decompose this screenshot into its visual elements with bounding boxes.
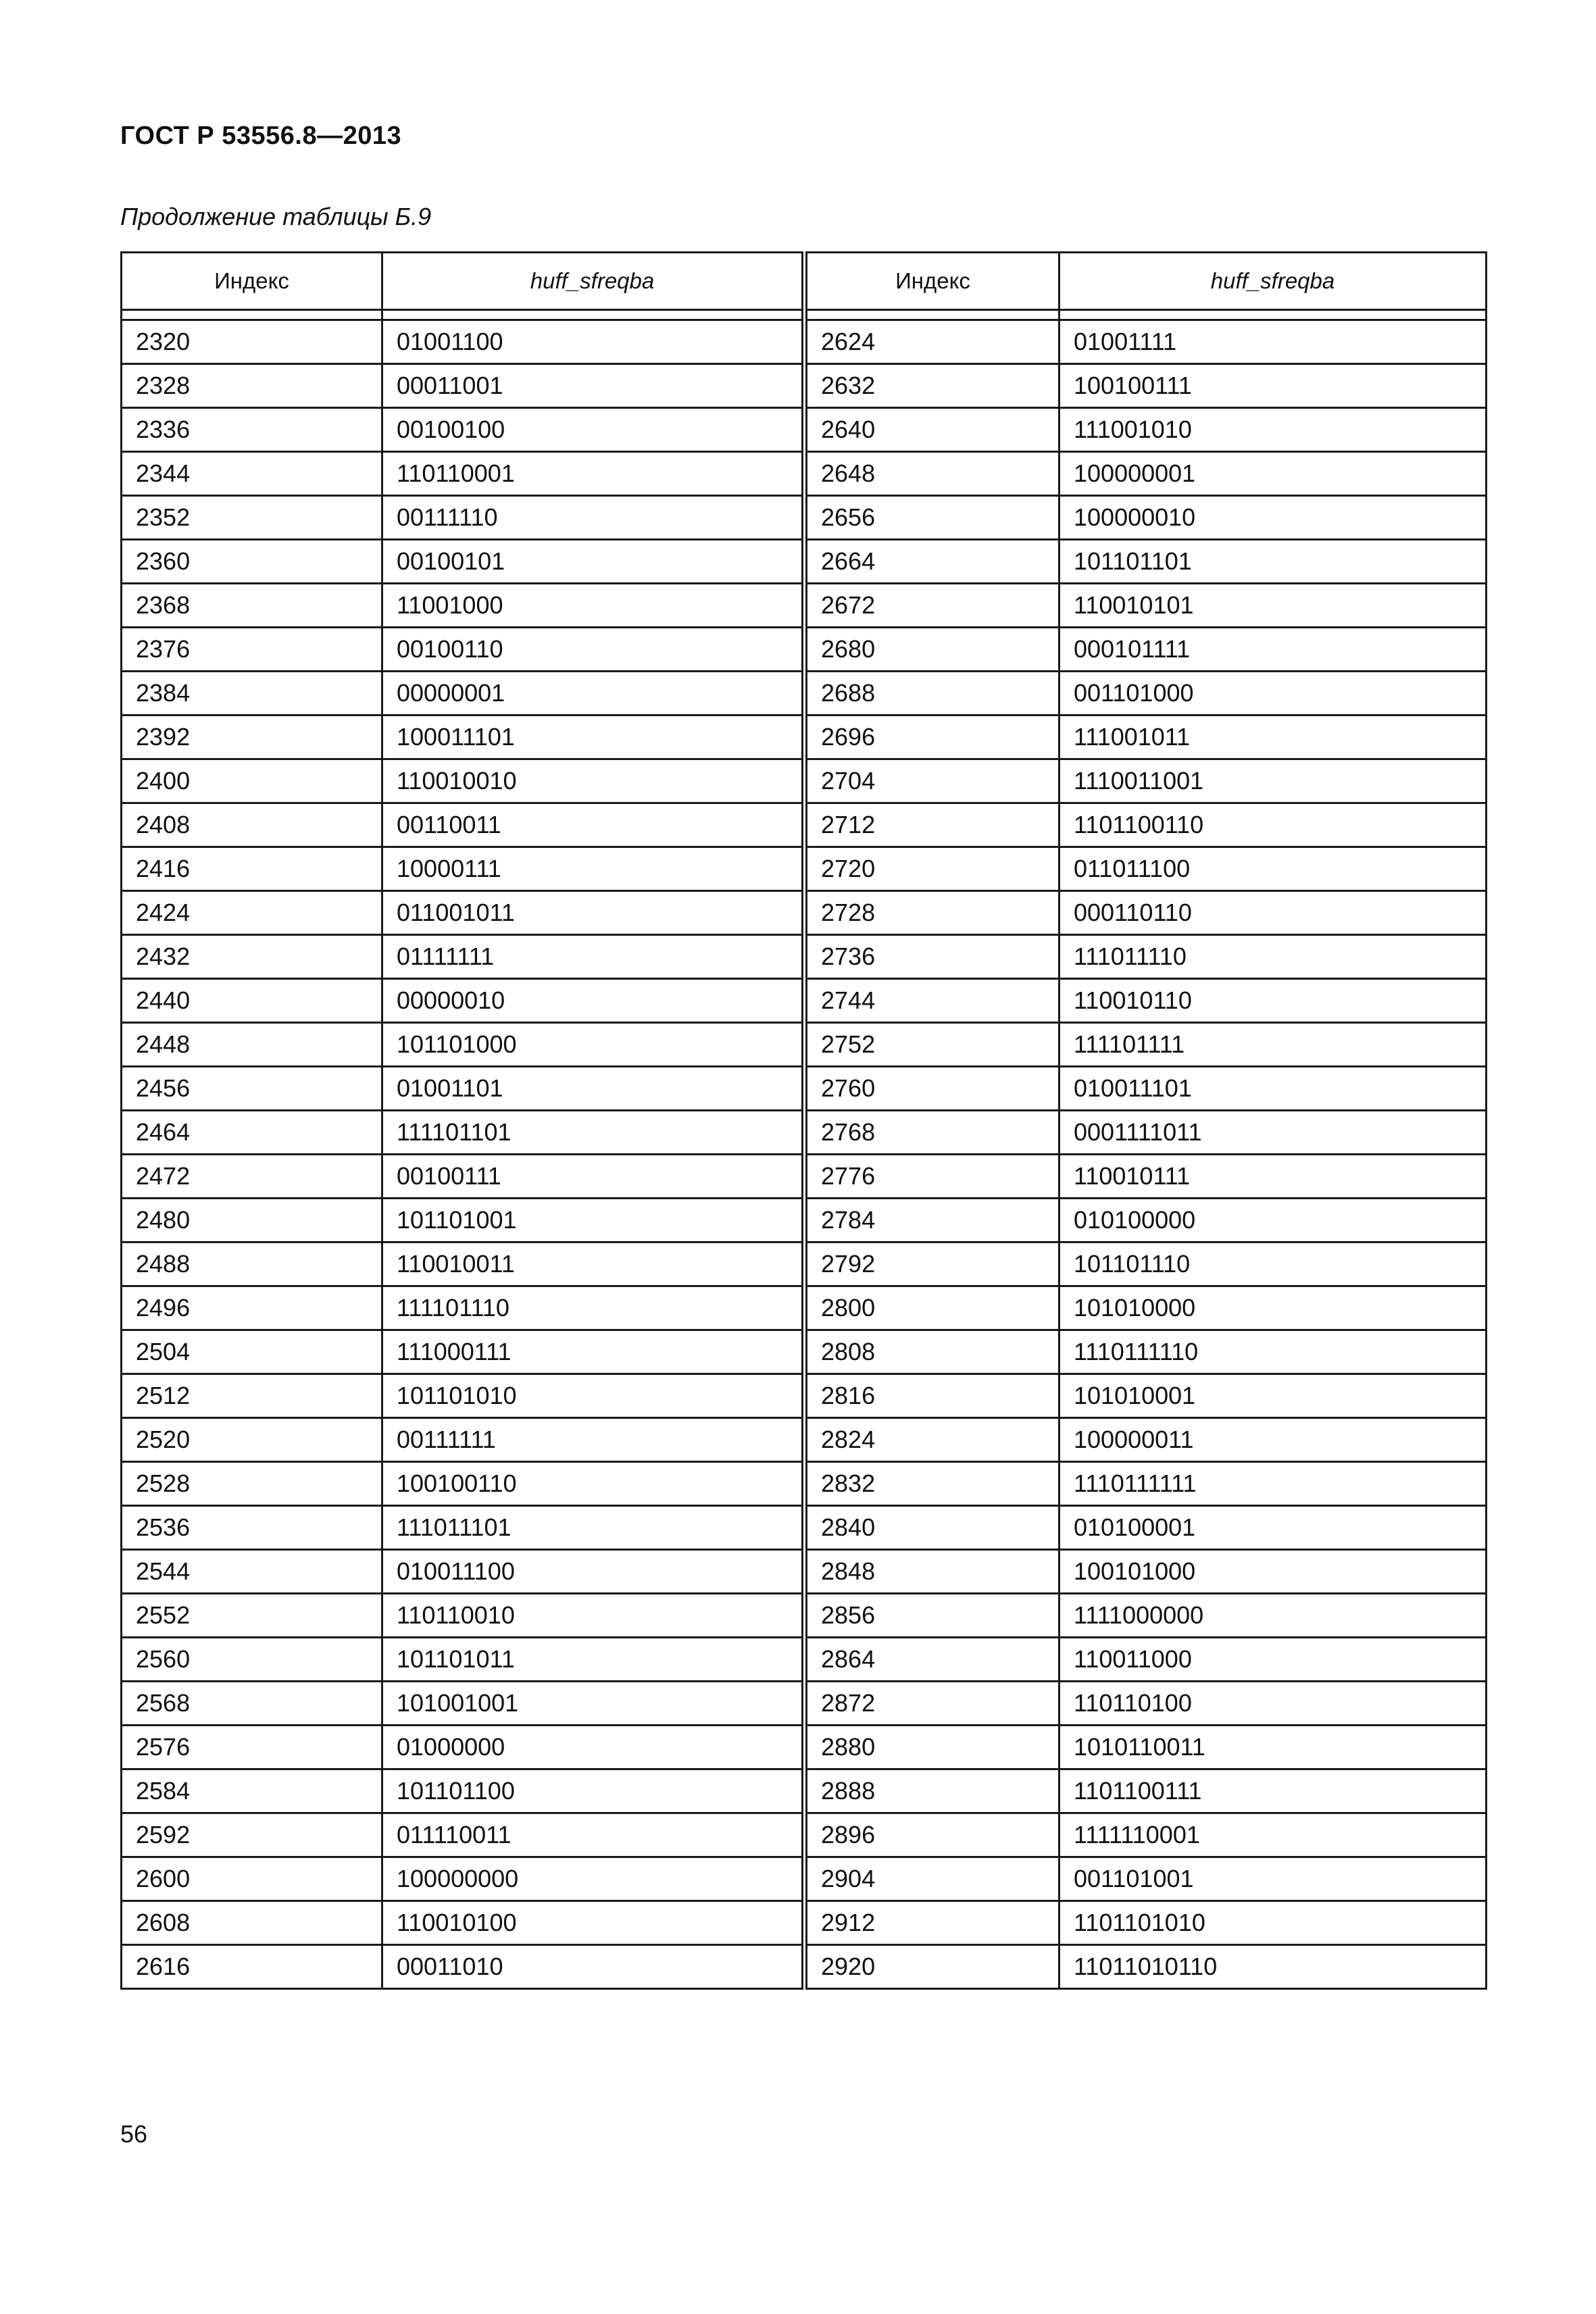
code-right-cell: 011011100	[1059, 847, 1487, 891]
code-right-cell: 010100001	[1059, 1506, 1487, 1550]
code-left-cell: 101101000	[382, 1023, 805, 1067]
index-left-cell: 2432	[122, 935, 382, 979]
index-left-cell: 2328	[122, 364, 382, 408]
index-left-cell: 2592	[122, 1813, 382, 1857]
index-left-cell: 2440	[122, 979, 382, 1023]
index-right-cell: 2800	[805, 1286, 1059, 1330]
table-row	[122, 1111, 1487, 1155]
index-right-cell: 2808	[805, 1330, 1059, 1374]
code-left-cell: 00000010	[382, 979, 805, 1023]
index-left-cell: 2584	[122, 1769, 382, 1813]
code-left-cell: 00011010	[382, 1945, 805, 1989]
index-right-cell: 2856	[805, 1594, 1059, 1638]
table-row	[122, 1813, 1487, 1857]
code-table	[120, 251, 1487, 1990]
index-left-cell: 2320	[122, 320, 382, 364]
index-right-cell: 2664	[805, 540, 1059, 584]
index-right-cell: 2792	[805, 1242, 1059, 1286]
code-right-cell: 010011101	[1059, 1067, 1487, 1111]
code-right-cell: 000110110	[1059, 891, 1487, 935]
index-right-cell: 2840	[805, 1506, 1059, 1550]
index-right-cell: 2752	[805, 1023, 1059, 1067]
index-right-cell: 2920	[805, 1945, 1059, 1989]
code-right-cell: 101010001	[1059, 1374, 1487, 1418]
index-right-cell: 2912	[805, 1901, 1059, 1945]
code-right-cell: 1110111110	[1059, 1330, 1487, 1374]
code-left-cell: 10000111	[382, 847, 805, 891]
table-row	[122, 672, 1487, 715]
code-left-cell: 101101100	[382, 1769, 805, 1813]
table-row	[122, 1067, 1487, 1111]
code-left-cell: 01001100	[382, 320, 805, 364]
index-left-cell: 2480	[122, 1199, 382, 1242]
code-right-cell: 110010110	[1059, 979, 1487, 1023]
table-row	[122, 1462, 1487, 1506]
table-row	[122, 320, 1487, 364]
index-right-cell: 2744	[805, 979, 1059, 1023]
code-left-cell: 111011101	[382, 1506, 805, 1550]
code-left-cell: 00011001	[382, 364, 805, 408]
code-right-cell: 110010111	[1059, 1155, 1487, 1199]
code-left-cell: 110010011	[382, 1242, 805, 1286]
index-left-cell: 2504	[122, 1330, 382, 1374]
index-left-cell: 2472	[122, 1155, 382, 1199]
index-left-cell: 2376	[122, 628, 382, 672]
code-left-cell: 101101001	[382, 1199, 805, 1242]
code-left-cell: 00110011	[382, 803, 805, 847]
index-left-cell: 2512	[122, 1374, 382, 1418]
index-left-cell: 2568	[122, 1682, 382, 1726]
index-right-cell: 2696	[805, 715, 1059, 759]
index-right-cell: 2888	[805, 1769, 1059, 1813]
table-row	[122, 1199, 1487, 1242]
index-right-cell: 2872	[805, 1682, 1059, 1726]
index-left-cell: 2600	[122, 1857, 382, 1901]
code-left-cell: 011110011	[382, 1813, 805, 1857]
code-right-cell: 001101001	[1059, 1857, 1487, 1901]
index-left-cell: 2392	[122, 715, 382, 759]
table-row	[122, 1857, 1487, 1901]
table-row	[122, 1638, 1487, 1682]
column-header-index-right: Индекс	[805, 253, 1059, 310]
table-row	[122, 364, 1487, 408]
code-right-cell: 100101000	[1059, 1550, 1487, 1594]
index-left-cell: 2456	[122, 1067, 382, 1111]
code-right-cell: 1110011001	[1059, 759, 1487, 803]
table-row	[122, 496, 1487, 540]
code-left-cell: 00000001	[382, 672, 805, 715]
code-left-cell: 00100100	[382, 408, 805, 452]
index-right-cell: 2760	[805, 1067, 1059, 1111]
column-header-index-left: Индекс	[122, 253, 382, 310]
document-header: ГОСТ Р 53556.8—2013	[120, 122, 402, 150]
table-row	[122, 979, 1487, 1023]
page-number: 56	[120, 2120, 148, 2148]
column-header-code-right: huff_sfreqba	[1059, 253, 1487, 310]
code-left-cell: 010011100	[382, 1550, 805, 1594]
index-left-cell: 2520	[122, 1418, 382, 1462]
code-right-cell: 1010110011	[1059, 1726, 1487, 1769]
code-left-cell: 111101110	[382, 1286, 805, 1330]
table-row	[122, 803, 1487, 847]
table-row	[122, 935, 1487, 979]
code-right-cell: 11011010110	[1059, 1945, 1487, 1989]
table-row	[122, 1901, 1487, 1945]
index-left-cell: 2576	[122, 1726, 382, 1769]
code-left-cell: 01001101	[382, 1067, 805, 1111]
code-right-cell: 1111000000	[1059, 1594, 1487, 1638]
index-left-cell: 2424	[122, 891, 382, 935]
index-left-cell: 2336	[122, 408, 382, 452]
table-row	[122, 628, 1487, 672]
code-right-cell: 111011110	[1059, 935, 1487, 979]
table-row	[122, 847, 1487, 891]
index-left-cell: 2464	[122, 1111, 382, 1155]
header-separator	[122, 310, 1487, 320]
table-row	[122, 1769, 1487, 1813]
index-left-cell: 2352	[122, 496, 382, 540]
index-right-cell: 2848	[805, 1550, 1059, 1594]
code-left-cell: 011001011	[382, 891, 805, 935]
index-right-cell: 2640	[805, 408, 1059, 452]
table-row	[122, 1418, 1487, 1462]
index-right-cell: 2776	[805, 1155, 1059, 1199]
index-right-cell: 2648	[805, 452, 1059, 496]
table-row	[122, 1330, 1487, 1374]
index-right-cell: 2864	[805, 1638, 1059, 1682]
code-right-cell: 110010101	[1059, 584, 1487, 628]
index-right-cell: 2736	[805, 935, 1059, 979]
index-right-cell: 2680	[805, 628, 1059, 672]
code-left-cell: 101101010	[382, 1374, 805, 1418]
code-right-cell: 101010000	[1059, 1286, 1487, 1330]
table-row	[122, 1945, 1487, 1989]
table-row	[122, 891, 1487, 935]
table-row	[122, 1682, 1487, 1726]
table-row	[122, 1286, 1487, 1330]
code-right-cell: 111101111	[1059, 1023, 1487, 1067]
code-left-cell: 100000000	[382, 1857, 805, 1901]
code-right-cell: 01001111	[1059, 320, 1487, 364]
index-right-cell: 2832	[805, 1462, 1059, 1506]
code-left-cell: 110010010	[382, 759, 805, 803]
table-body	[122, 320, 1487, 1989]
table-row	[122, 584, 1487, 628]
code-left-cell: 00111110	[382, 496, 805, 540]
index-right-cell: 2704	[805, 759, 1059, 803]
index-right-cell: 2880	[805, 1726, 1059, 1769]
index-right-cell: 2904	[805, 1857, 1059, 1901]
table-row	[122, 759, 1487, 803]
code-left-cell: 01111111	[382, 935, 805, 979]
code-left-cell: 00100110	[382, 628, 805, 672]
code-right-cell: 001101000	[1059, 672, 1487, 715]
index-left-cell: 2368	[122, 584, 382, 628]
index-left-cell: 2448	[122, 1023, 382, 1067]
column-header-code-left: huff_sfreqba	[382, 253, 805, 310]
index-right-cell: 2768	[805, 1111, 1059, 1155]
index-right-cell: 2632	[805, 364, 1059, 408]
table-row	[122, 408, 1487, 452]
code-right-cell: 000101111	[1059, 628, 1487, 672]
table-caption: Продолжение таблицы Б.9	[120, 203, 432, 230]
index-right-cell: 2720	[805, 847, 1059, 891]
table-row	[122, 1594, 1487, 1638]
code-left-cell: 100100110	[382, 1462, 805, 1506]
index-right-cell: 2688	[805, 672, 1059, 715]
code-left-cell: 11001000	[382, 584, 805, 628]
index-left-cell: 2536	[122, 1506, 382, 1550]
code-right-cell: 1101100110	[1059, 803, 1487, 847]
code-right-cell: 111001011	[1059, 715, 1487, 759]
table-row	[122, 1155, 1487, 1199]
code-right-cell: 100100111	[1059, 364, 1487, 408]
index-right-cell: 2624	[805, 320, 1059, 364]
code-left-cell: 00100111	[382, 1155, 805, 1199]
index-left-cell: 2544	[122, 1550, 382, 1594]
table-row	[122, 1023, 1487, 1067]
code-left-cell: 101101011	[382, 1638, 805, 1682]
index-right-cell: 2712	[805, 803, 1059, 847]
index-right-cell: 2824	[805, 1418, 1059, 1462]
code-right-cell: 1101100111	[1059, 1769, 1487, 1813]
code-right-cell: 1101101010	[1059, 1901, 1487, 1945]
index-left-cell: 2560	[122, 1638, 382, 1682]
table-row	[122, 1242, 1487, 1286]
code-left-cell: 01000000	[382, 1726, 805, 1769]
code-right-cell: 100000010	[1059, 496, 1487, 540]
code-right-cell: 110110100	[1059, 1682, 1487, 1726]
table-row	[122, 540, 1487, 584]
code-left-cell: 00111111	[382, 1418, 805, 1462]
index-left-cell: 2528	[122, 1462, 382, 1506]
code-left-cell: 111000111	[382, 1330, 805, 1374]
table-row	[122, 1550, 1487, 1594]
code-right-cell: 0001111011	[1059, 1111, 1487, 1155]
index-left-cell: 2552	[122, 1594, 382, 1638]
index-left-cell: 2616	[122, 1945, 382, 1989]
index-left-cell: 2496	[122, 1286, 382, 1330]
code-right-cell: 110011000	[1059, 1638, 1487, 1682]
code-left-cell: 101001001	[382, 1682, 805, 1726]
table-row	[122, 452, 1487, 496]
table-row	[122, 1374, 1487, 1418]
code-right-cell: 111001010	[1059, 408, 1487, 452]
index-left-cell: 2608	[122, 1901, 382, 1945]
code-left-cell: 110110010	[382, 1594, 805, 1638]
index-right-cell: 2816	[805, 1374, 1059, 1418]
code-left-cell: 100011101	[382, 715, 805, 759]
table-header-row	[122, 253, 1487, 310]
index-left-cell: 2408	[122, 803, 382, 847]
code-left-cell: 111101101	[382, 1111, 805, 1155]
index-left-cell: 2360	[122, 540, 382, 584]
code-right-cell: 100000011	[1059, 1418, 1487, 1462]
code-right-cell: 1110111111	[1059, 1462, 1487, 1506]
index-right-cell: 2896	[805, 1813, 1059, 1857]
index-right-cell: 2672	[805, 584, 1059, 628]
index-left-cell: 2416	[122, 847, 382, 891]
code-left-cell: 110010100	[382, 1901, 805, 1945]
code-right-cell: 100000001	[1059, 452, 1487, 496]
index-right-cell: 2656	[805, 496, 1059, 540]
code-right-cell: 101101110	[1059, 1242, 1487, 1286]
table-row	[122, 1506, 1487, 1550]
index-right-cell: 2728	[805, 891, 1059, 935]
code-right-cell: 1111110001	[1059, 1813, 1487, 1857]
table-row	[122, 1726, 1487, 1769]
code-left-cell: 110110001	[382, 452, 805, 496]
index-right-cell: 2784	[805, 1199, 1059, 1242]
index-left-cell: 2344	[122, 452, 382, 496]
code-table-container	[120, 251, 1485, 1990]
index-left-cell: 2488	[122, 1242, 382, 1286]
code-left-cell: 00100101	[382, 540, 805, 584]
code-right-cell: 010100000	[1059, 1199, 1487, 1242]
code-right-cell: 101101101	[1059, 540, 1487, 584]
table-row	[122, 715, 1487, 759]
index-left-cell: 2400	[122, 759, 382, 803]
index-left-cell: 2384	[122, 672, 382, 715]
